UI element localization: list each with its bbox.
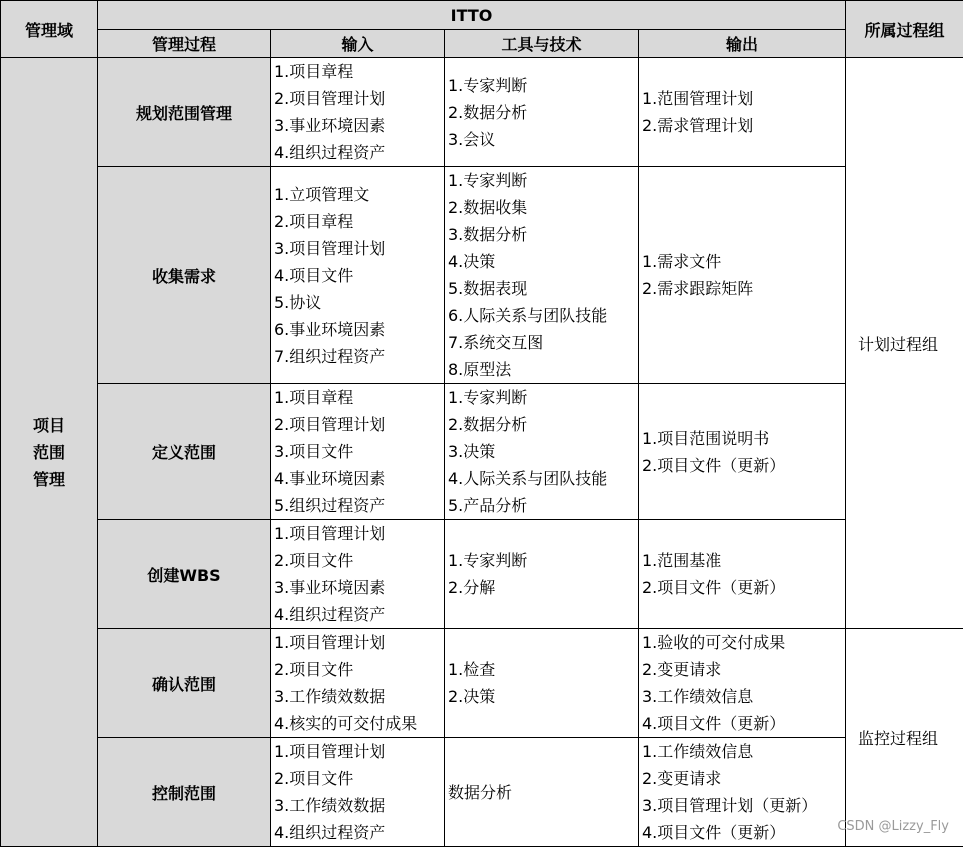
- header-process: 管理过程: [98, 30, 271, 58]
- list-item: 数据分析: [448, 779, 635, 806]
- list-item: 1.验收的可交付成果: [642, 629, 842, 656]
- table-row: [1, 629, 963, 738]
- list-item: 3.事业环境因素: [274, 112, 441, 139]
- list-item: 4.项目文件: [274, 262, 441, 289]
- group-planning: 计划过程组: [846, 58, 963, 629]
- list-item: 6.人际关系与团队技能: [448, 302, 635, 329]
- list-item: 2.项目管理计划: [274, 411, 441, 438]
- list-item: 7.系统交互图: [448, 329, 635, 356]
- list-item: 2.数据分析: [448, 99, 635, 126]
- list-item: 4.事业环境因素: [274, 465, 441, 492]
- list-item: 3.工作绩效数据: [274, 792, 441, 819]
- list-item: 1.项目管理计划: [274, 738, 441, 765]
- outputs-cell: [639, 58, 846, 167]
- list-item: 1.专家判断: [448, 72, 635, 99]
- group-monitoring: 监控过程组: [846, 629, 963, 847]
- list-item: 4.组织过程资产: [274, 139, 441, 166]
- process-name: 收集需求: [98, 167, 271, 384]
- list-item: 2.变更请求: [642, 765, 842, 792]
- list-item: 3.数据分析: [448, 221, 635, 248]
- list-item: 5.组织过程资产: [274, 492, 441, 519]
- table-row: [1, 384, 963, 520]
- outputs-cell: [639, 629, 846, 738]
- area-line: 项目: [4, 412, 94, 439]
- header-group: 所属过程组: [846, 1, 963, 58]
- list-item: 5.协议: [274, 289, 441, 316]
- list-item: 1.专家判断: [448, 167, 635, 194]
- list-item: 1.项目章程: [274, 384, 441, 411]
- process-name: 规划范围管理: [98, 58, 271, 167]
- inputs-cell: [271, 738, 445, 847]
- outputs-cell: [639, 167, 846, 384]
- list-item: 1.工作绩效信息: [642, 738, 842, 765]
- inputs-cell: [271, 384, 445, 520]
- process-name: 定义范围: [98, 384, 271, 520]
- list-item: 1.范围管理计划: [642, 85, 842, 112]
- list-item: 3.决策: [448, 438, 635, 465]
- list-item: 6.事业环境因素: [274, 316, 441, 343]
- list-item: 5.数据表现: [448, 275, 635, 302]
- list-item: 3.工作绩效数据: [274, 683, 441, 710]
- process-name: 控制范围: [98, 738, 271, 847]
- list-item: 2.项目文件（更新）: [642, 574, 842, 601]
- list-item: 2.分解: [448, 574, 635, 601]
- area-line: 范围: [4, 439, 94, 466]
- list-item: 3.工作绩效信息: [642, 683, 842, 710]
- list-item: 3.项目管理计划: [274, 235, 441, 262]
- header-input: 输入: [271, 30, 445, 58]
- tools-cell: [445, 58, 639, 167]
- outputs-cell: [639, 384, 846, 520]
- list-item: 4.核实的可交付成果: [274, 710, 441, 737]
- list-item: 2.项目文件: [274, 765, 441, 792]
- list-item: 4.决策: [448, 248, 635, 275]
- list-item: 2.需求跟踪矩阵: [642, 275, 842, 302]
- list-item: 2.数据收集: [448, 194, 635, 221]
- header-itto: ITTO: [98, 1, 846, 30]
- header-output: 输出: [639, 30, 846, 58]
- list-item: 1.项目范围说明书: [642, 425, 842, 452]
- list-item: 4.项目文件（更新）: [642, 710, 842, 737]
- list-item: 2.需求管理计划: [642, 112, 842, 139]
- list-item: 2.项目文件: [274, 656, 441, 683]
- table-row: [1, 167, 963, 384]
- inputs-cell: [271, 58, 445, 167]
- tools-cell: [445, 629, 639, 738]
- tools-cell: [445, 384, 639, 520]
- list-item: 1.专家判断: [448, 384, 635, 411]
- area-line: 管理: [4, 466, 94, 493]
- inputs-cell: [271, 629, 445, 738]
- process-name: 确认范围: [98, 629, 271, 738]
- table-row: [1, 738, 963, 847]
- table-row: [1, 520, 963, 629]
- list-item: 3.项目文件: [274, 438, 441, 465]
- list-item: 2.变更请求: [642, 656, 842, 683]
- list-item: 2.项目管理计划: [274, 85, 441, 112]
- list-item: 8.原型法: [448, 356, 635, 383]
- list-item: 3.事业环境因素: [274, 574, 441, 601]
- list-item: 3.会议: [448, 126, 635, 153]
- header-area: 管理域: [1, 1, 98, 58]
- watermark: CSDN @Lizzy_Fly: [837, 819, 949, 834]
- list-item: 5.产品分析: [448, 492, 635, 519]
- list-item: 4.人际关系与团队技能: [448, 465, 635, 492]
- list-item: 1.项目管理计划: [274, 520, 441, 547]
- list-item: 1.项目章程: [274, 58, 441, 85]
- list-item: 1.项目管理计划: [274, 629, 441, 656]
- list-item: 1.需求文件: [642, 248, 842, 275]
- outputs-cell: [639, 520, 846, 629]
- outputs-cell: [639, 738, 846, 847]
- table-row: [1, 58, 963, 167]
- list-item: 4.组织过程资产: [274, 819, 441, 846]
- list-item: 2.项目章程: [274, 208, 441, 235]
- list-item: 3.项目管理计划（更新）: [642, 792, 842, 819]
- list-item: 7.组织过程资产: [274, 343, 441, 370]
- list-item: 2.项目文件（更新）: [642, 452, 842, 479]
- tools-cell: [445, 520, 639, 629]
- list-item: 1.检查: [448, 656, 635, 683]
- list-item: 2.项目文件: [274, 547, 441, 574]
- list-item: 2.决策: [448, 683, 635, 710]
- list-item: 4.项目文件（更新）: [642, 819, 842, 846]
- list-item: 4.组织过程资产: [274, 601, 441, 628]
- inputs-cell: [271, 520, 445, 629]
- inputs-cell: [271, 167, 445, 384]
- list-item: 1.范围基准: [642, 547, 842, 574]
- header-tools: 工具与技术: [445, 30, 639, 58]
- tools-cell: [445, 738, 639, 847]
- list-item: 1.专家判断: [448, 547, 635, 574]
- list-item: 1.立项管理文: [274, 181, 441, 208]
- tools-cell: [445, 167, 639, 384]
- area-cell: [1, 58, 98, 847]
- list-item: 2.数据分析: [448, 411, 635, 438]
- process-name: 创建WBS: [98, 520, 271, 629]
